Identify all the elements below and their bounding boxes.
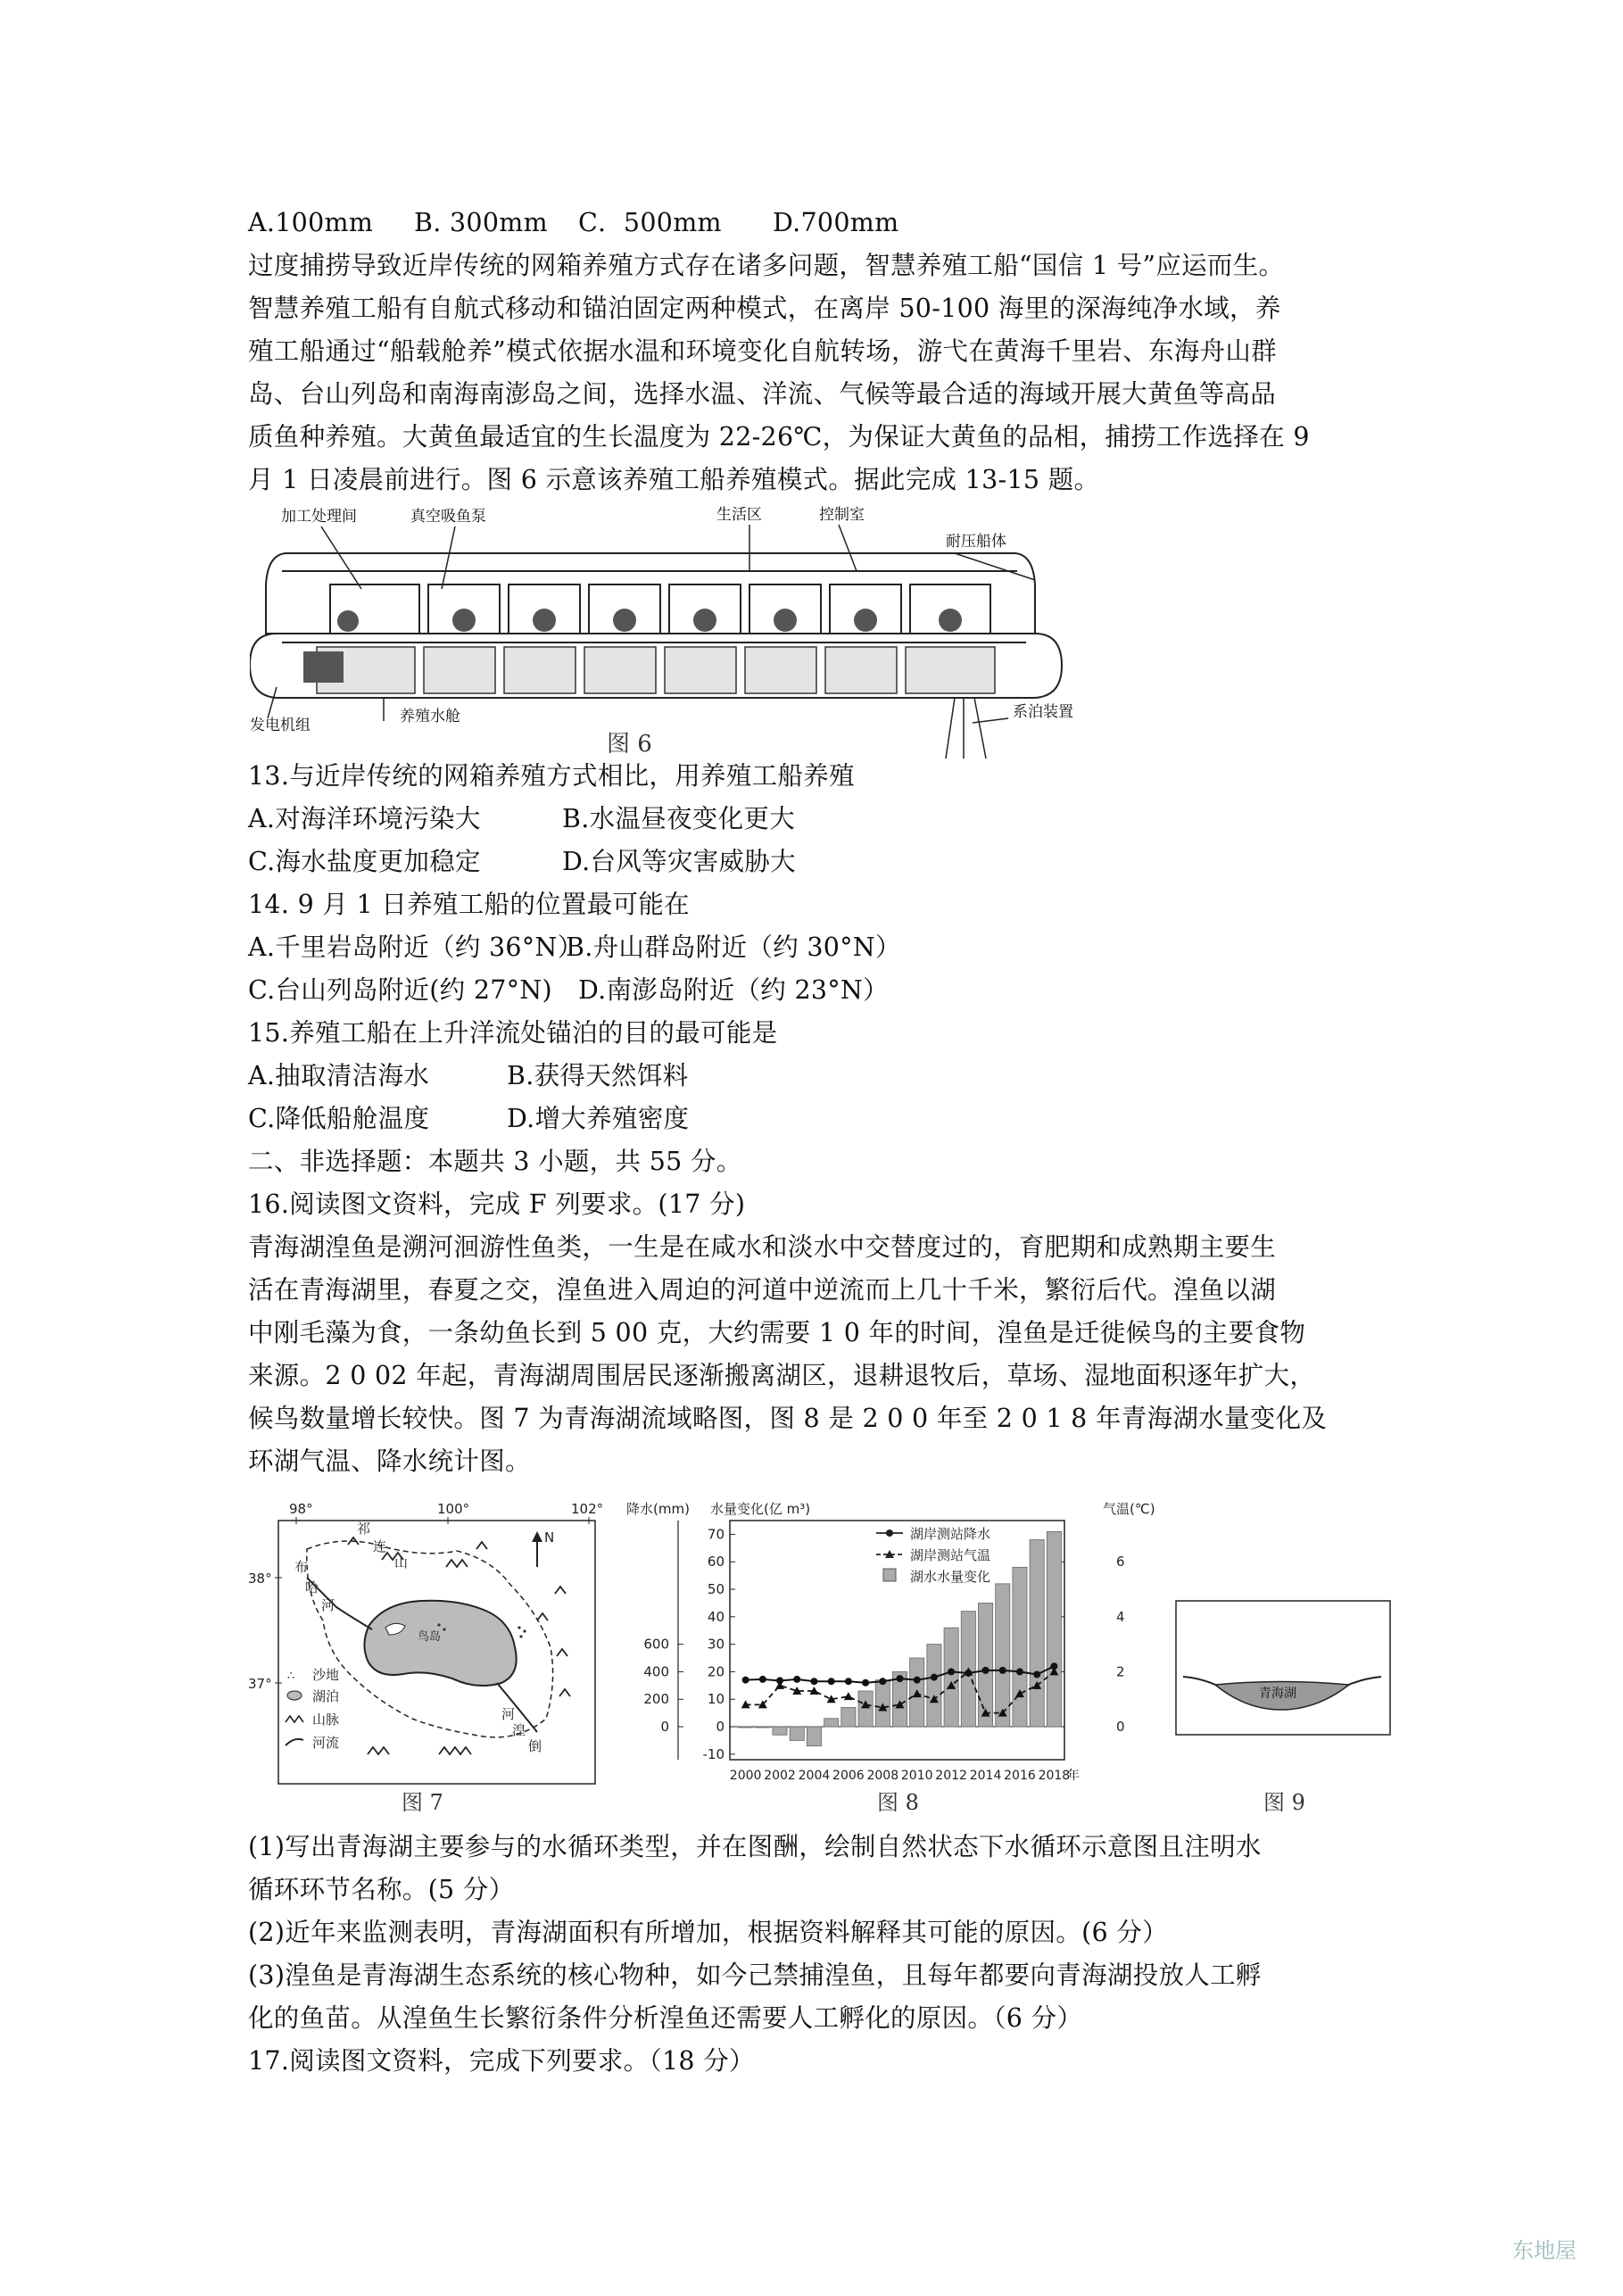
water-bar (978, 1603, 992, 1727)
lon-label: 98° (289, 1501, 313, 1517)
lat-label: 38° (248, 1571, 272, 1587)
precip-point (828, 1678, 835, 1685)
legend-water: 湖水水量变化 (910, 1569, 991, 1585)
north-label: N (544, 1529, 555, 1546)
precip-point (948, 1668, 955, 1675)
label-mooring: 系泊装置 (1013, 703, 1073, 721)
q12-options (248, 202, 898, 245)
water-bar (858, 1691, 873, 1727)
q14-stem: 14. 9 月 1 日养殖工船的位置最可能在 (248, 890, 690, 919)
figure-8-chart (623, 1496, 1176, 1817)
water-bar (1013, 1567, 1027, 1727)
section-heading: 二、非选择题：本题共 3 小题，共 55 分。 (248, 1147, 742, 1176)
mid-tick-label: 0 (716, 1719, 725, 1736)
option: D.增大养殖密度 (507, 1104, 690, 1133)
subq-line: 循环环节名称。(5 分） (248, 1875, 515, 1904)
passage2-line: 活在青海湖里，春夏之交，湟鱼进入周迫的河道中逆流而上几十千米，繁衍后代。湟鱼以湖 (248, 1275, 1277, 1305)
precip-point (914, 1677, 921, 1684)
q17-stem: 17.阅读图文资料，完成下列要求。（18 分） (248, 2046, 755, 2076)
mid-tick-label: 10 (707, 1691, 725, 1708)
legend-temp: 湖岸测站气温 (910, 1547, 991, 1563)
water-bar (807, 1727, 821, 1746)
place-label: 布 (294, 1559, 309, 1575)
q13-options-row (248, 798, 795, 841)
passage2-line: 青海湖湟鱼是溯河洄游性鱼类，一生是在咸水和淡水中交替度过的，育肥期和成熟期主要生 (248, 1232, 1277, 1262)
mid-tick-label: 60 (707, 1554, 725, 1571)
option: A.抽取清洁海水 (248, 1061, 430, 1090)
passage1-line: 过度捕捞导致近岸传统的网箱养殖方式存在诸多问题，智慧养殖工船“国信 1 号”应运而生。 (248, 251, 1285, 280)
figure-7-map (243, 1496, 617, 1817)
passage2-line: 中刚毛藻为食，一条幼鱼长到 5 00 克，大约需要 1 0 年的时间，湟鱼是迁徙候鸟的主要食物 (248, 1318, 1306, 1347)
option: B.获得天然饵料 (507, 1061, 689, 1090)
left-tick-label: 400 (643, 1663, 669, 1680)
x-tick-label: 2008 (866, 1769, 899, 1783)
q14-options-row (248, 926, 901, 969)
watermark-logo: 东地屋 (1512, 2238, 1577, 2263)
option: A.对海洋环境污染大 (248, 804, 481, 833)
q15-options-row (248, 1055, 688, 1098)
passage1-line: 智慧养殖工船有自航式移动和锚泊固定两种模式，在离岸 50-100 海里的深海纯净水域，养 (248, 294, 1281, 323)
legend-label: 山脉 (312, 1712, 340, 1728)
option: B.舟山群岛附近（约 30°N） (566, 932, 901, 962)
x-tick-label: 2000 (729, 1769, 762, 1783)
passage2-line: 来源。2 0 02 年起，青海湖周围居民逐渐搬离湖区，退耕退牧后，草场、湿地面积逐年扩大， (248, 1361, 1316, 1390)
x-tick-label: 年 (1067, 1769, 1080, 1783)
precip-point (982, 1667, 990, 1674)
figure-6-ship-diagram (250, 500, 1089, 763)
figure-6-caption: 图 6 (607, 731, 652, 758)
right-tick-label: 4 (1116, 1608, 1125, 1625)
place-label: 连 (373, 1538, 387, 1554)
water-bar (773, 1727, 787, 1735)
option: C.海水盐度更加稳定 (248, 847, 481, 876)
figure-8-caption: 图 8 (877, 1790, 919, 1815)
precip-point (862, 1679, 869, 1687)
left-tick-label: 200 (643, 1691, 669, 1708)
sand-icon: ∴ (287, 1670, 295, 1683)
q15-options-row (248, 1098, 689, 1140)
x-tick-label: 2010 (900, 1769, 933, 1783)
left-tick-label: 600 (643, 1636, 669, 1653)
label-pump: 真空吸鱼泵 (410, 508, 486, 526)
passage1-line: 岛、台山列岛和南海南澎岛之间，选择水温、洋流、气候等最合适的海域开展大黄鱼等高品 (248, 379, 1277, 409)
figure-9-cross-section (1174, 1496, 1394, 1817)
figure-7-caption: 图 7 (402, 1790, 443, 1815)
right-tick-label: 6 (1116, 1554, 1125, 1571)
x-tick-label: 2018 (1038, 1769, 1071, 1783)
option: C.台山列岛附近(约 27°N) (248, 975, 552, 1005)
passage1-line: 月 1 日凌晨前进行。图 6 示意该养殖工船养殖模式。据此完成 13-15 题。 (248, 465, 1100, 494)
precip-point (845, 1678, 852, 1685)
water-bar (927, 1645, 941, 1727)
x-tick-label: 2006 (832, 1769, 865, 1783)
q13-options-row (248, 841, 796, 883)
passage1-line: 质鱼种养殖。大黄鱼最适宜的生长温度为 22-26℃，为保证大黄鱼的品相，捕捞工作选择在 9 (248, 422, 1310, 452)
legend-label: 湖泊 (312, 1688, 340, 1704)
water-bar (756, 1727, 770, 1728)
mid-tick-label: 70 (707, 1526, 725, 1543)
water-bar (996, 1584, 1010, 1727)
subq-line: (1)写出青海湖主要参与的水循环类型，并在图酬，绘制自然状态下水循环示意图且注明水 (248, 1832, 1262, 1861)
mountain-icon (286, 1716, 303, 1722)
label-tank: 养殖水舱 (400, 708, 460, 725)
legend-label: 河流 (312, 1735, 340, 1751)
x-tick-label: 2016 (1004, 1769, 1036, 1783)
water-bar (1047, 1531, 1061, 1727)
q15-stem: 15.养殖工船在上升洋流处锚泊的目的最可能是 (248, 1018, 778, 1048)
label-generator: 发电机组 (250, 717, 311, 734)
subq-line: (3)湟鱼是青海湖生态系统的核心物种，如今己禁捕湟鱼，且每年都要向青海湖投放人工孵 (248, 1960, 1262, 1990)
precip-point (1016, 1668, 1023, 1675)
lon-label: 102° (571, 1501, 604, 1517)
mid-axis-label: 水量变化(亿 m³) (710, 1501, 811, 1517)
mid-tick-label: 20 (707, 1663, 725, 1680)
place-label: 湟 (512, 1722, 526, 1738)
lake-icon (287, 1691, 302, 1700)
q16-stem: 16.阅读图文资料，完成 F 列要求。(17 分) (248, 1189, 746, 1219)
legend-water-marker (883, 1569, 896, 1581)
temp-point (844, 1692, 853, 1700)
right-axis-label: 气温(℃) (1103, 1501, 1155, 1517)
option-b: B. 300mm (414, 208, 548, 237)
option: B.水温昼夜变化更大 (562, 804, 796, 833)
passage2-line: 环湖气温、降水统计图。 (248, 1446, 531, 1476)
precip-point (759, 1676, 766, 1683)
option: A.千里岩岛附近（约 36°N） (248, 932, 584, 962)
left-axis-label: 降水(mm) (626, 1501, 690, 1517)
right-tick-label: 0 (1116, 1719, 1125, 1736)
precip-point (931, 1674, 938, 1681)
mid-tick-label: 30 (707, 1636, 725, 1653)
label-processing: 加工处理间 (281, 508, 357, 526)
x-tick-label: 2004 (798, 1769, 831, 1783)
water-bar (790, 1727, 804, 1740)
figure-9-caption: 图 9 (1263, 1790, 1305, 1815)
precip-point (810, 1678, 817, 1685)
place-label: 哈 (305, 1579, 319, 1596)
legend-precip: 湖岸测站降水 (910, 1526, 991, 1542)
legend-label: 沙地 (312, 1667, 340, 1683)
mid-tick-label: 50 (707, 1581, 725, 1598)
label-control: 控制室 (819, 506, 865, 524)
option: D.南澎岛附近（约 23°N） (578, 975, 889, 1005)
place-label: 祁 (357, 1521, 371, 1537)
precip-point (897, 1675, 904, 1682)
precip-point (999, 1667, 1006, 1674)
river-icon (286, 1739, 303, 1745)
passage1-line: 殖工船通过“船载舱养”模式依据水温和环境变化自航转场，游弋在黄海千里岩、东海舟山群 (248, 336, 1277, 366)
water-bar (944, 1628, 958, 1727)
place-label: 河 (321, 1597, 335, 1613)
x-tick-label: 2012 (935, 1769, 967, 1783)
water-bar (1030, 1540, 1044, 1727)
x-tick-label: 2014 (969, 1769, 1002, 1783)
subq-line: (2)近年来监测表明，青海湖面积有所增加，根据资料解释其可能的原因。(6 分） (248, 1918, 1168, 1947)
left-tick-label: 0 (660, 1719, 669, 1736)
option: C.降低船舱温度 (248, 1104, 430, 1133)
right-tick-label: 2 (1116, 1663, 1125, 1680)
precip-point (742, 1677, 749, 1684)
q14-options-row (248, 969, 889, 1012)
place-label: 山 (394, 1554, 409, 1571)
label-living: 生活区 (716, 506, 762, 524)
option-c: C．500mm (578, 208, 722, 237)
place-label: 河 (501, 1706, 516, 1722)
option: D.台风等灾害威胁大 (562, 847, 796, 876)
x-tick-label: 2002 (764, 1769, 796, 1783)
lat-label: 37° (248, 1676, 272, 1692)
subq-line: 化的鱼苗。从湟鱼生长繁衍条件分析湟鱼还需要人工孵化的原因。（6 分） (248, 2003, 1083, 2033)
legend-precip-marker (886, 1529, 893, 1537)
precip-point (879, 1678, 886, 1685)
mid-tick-label: 40 (707, 1608, 725, 1625)
q13-stem: 13.与近岸传统的网箱养殖方式相比，用养殖工船养殖 (248, 761, 855, 791)
water-bar (824, 1719, 839, 1727)
option-a: A.100mm (248, 208, 374, 237)
option-d: D.700mm (773, 208, 899, 237)
mid-tick-label: -10 (702, 1745, 725, 1762)
water-bar (841, 1707, 856, 1727)
precip-point (793, 1676, 800, 1683)
precip-point (1033, 1671, 1040, 1678)
place-label: 倒 (528, 1738, 542, 1754)
passage2-line: 候鸟数量增长较快。图 7 为青海湖流域略图，图 8 是 2 0 0 年至 2 0 1 8 年青海湖水量变化及 (248, 1404, 1328, 1433)
lake-label: 青海湖 (1259, 1687, 1296, 1701)
water-bar (739, 1727, 753, 1728)
lon-label: 100° (437, 1501, 470, 1517)
label-hull: 耐压船体 (946, 533, 1006, 551)
place-label: 鸟岛 (418, 1630, 442, 1644)
